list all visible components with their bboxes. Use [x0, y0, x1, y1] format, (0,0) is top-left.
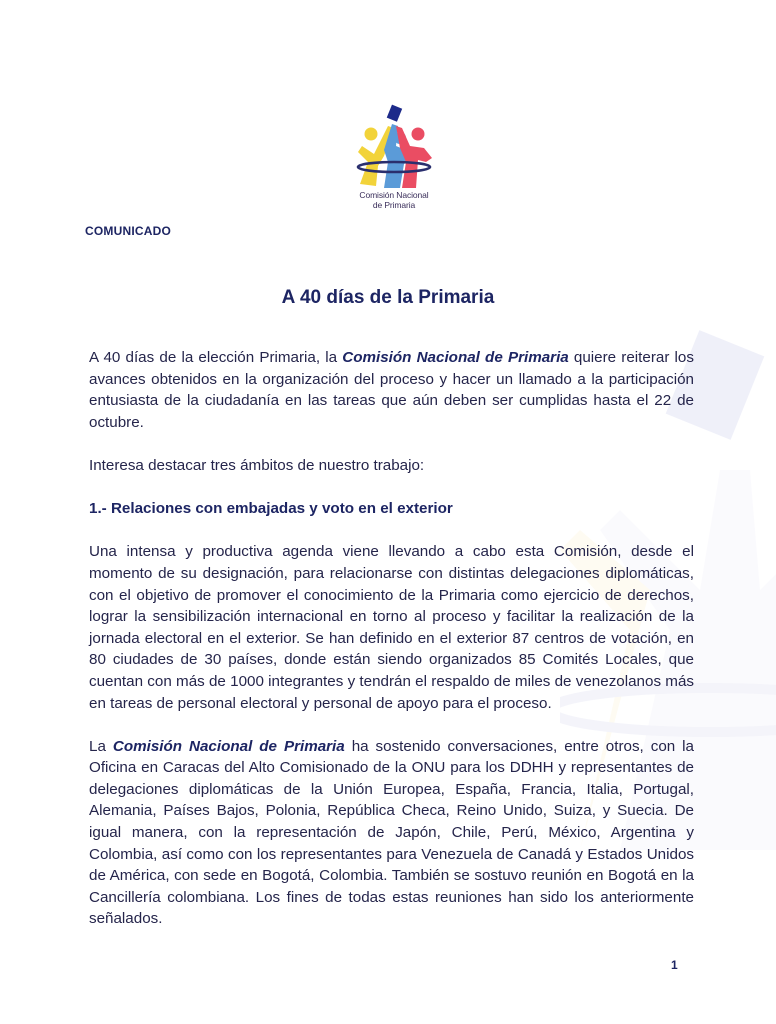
section-1-p2-text-before: La [89, 737, 113, 755]
section-1-paragraph-2 [89, 736, 694, 930]
document-type-label: COMUNICADO [85, 224, 171, 238]
intro-text-after: quiere reiterar los avances obtenidos en la organización del proceso y hacer un llamado a la participación entusiasta de la ciudadanía en las tareas que aún deben ser cumplidas hasta el 22 de octubre. [89, 349, 694, 431]
logo-text [351, 190, 437, 210]
logo-text-line1: Comisión Nacional [359, 190, 429, 200]
section-1-heading: 1.- Relaciones con embajadas y voto en el exterior [89, 500, 453, 518]
section-1-paragraph-1: Una intensa y productiva agenda viene llevando a cabo esta Comisión, desde el momento de su designación, para relacionarse con distintas delegaciones diplomáticas, con el objetivo de promover el conocimiento de la Primaria como ejercicio de derechos, lograr la sensibilización internacional en torno al proceso y facilitar la realización de la jornada electoral en el exterior. Se han definido en el exterior 87 centros de votación, en 80 ciudades de 30 países, donde están siendo organizados 85 Comités Locales, que cuentan con más de 1000 integrantes y tendrán el respaldo de miles de venezolanos más en tareas de personal electoral y personal de apoyo para el proceso. [89, 543, 694, 712]
people-ballot-logo-icon [354, 104, 434, 190]
highlight-paragraph: Interesa destacar tres ámbitos de nuestro trabajo: [89, 456, 425, 474]
page-number: 1 [671, 958, 678, 972]
intro-text-before: A 40 días de la elección Primaria, la [89, 349, 343, 366]
commission-name-emphasis: Comisión Nacional de Primaria [342, 349, 569, 366]
document-title: A 40 días de la Primaria [281, 287, 495, 308]
intro-paragraph [89, 347, 694, 433]
document-body [89, 347, 694, 952]
commission-name-emphasis-2: Comisión Nacional de Primaria [112, 737, 345, 755]
organization-logo [351, 104, 437, 216]
logo-text-line2: de Primaria [372, 200, 416, 210]
section-1-p2-text-after: ha sostenido conversaciones, entre otros, con la Oficina en Caracas del Alto Comisionado de la ONU para los DDHH y representantes de delegaciones diplomáticas de la Unión Europea, España, Francia, Italia, Portugal, Alemania, Países Bajos, Polonia, República Checa, Reino Unido, Suiza, y Suecia. De igual manera, con la representación de Japón, Chile, Perú, México, Argentina y Colombia, así como con los representantes para Venezuela de Canadá y Estados Unidos de América, con sede en Bogotá, Colombia. También se sostuvo reunión en Bogotá en la Cancillería colombiana. Los fines de todas estas reuniones han sido los anteriormente señalados. [89, 737, 694, 928]
